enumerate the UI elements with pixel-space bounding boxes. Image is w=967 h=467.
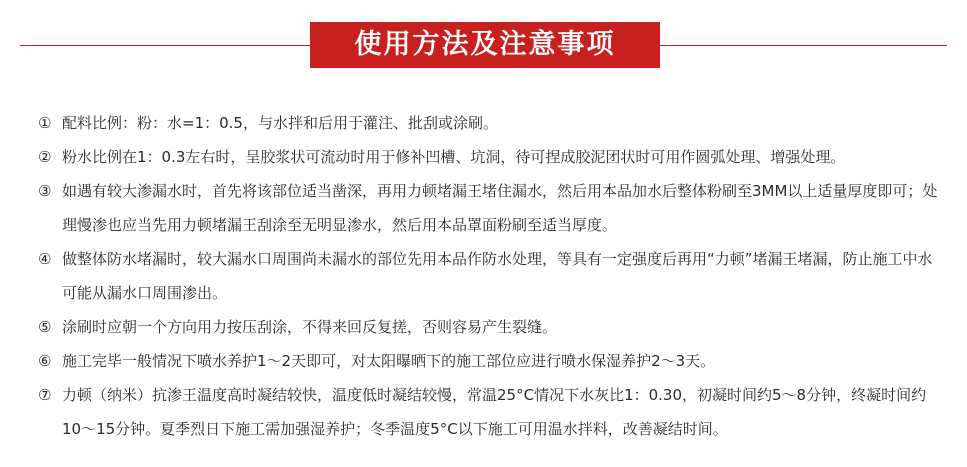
item-text: 施工完毕一般情况下喷水养护1～2天即可，对太阳曝晒下的施工部位应进行喷水保湿养护2～3天。 [62,352,716,370]
item-text: 粉水比例在1：0.3左右时，呈胶浆状可流动时用于修补凹槽、坑洞，待可捏成胶泥团状时可用作圆弧处理、增强处理。 [62,148,846,166]
list-item [38,378,943,446]
item-number: ② [38,148,52,166]
list-item [38,242,943,310]
item-number: ⑦ [38,386,52,404]
section-title: 使用方法及注意事项 [310,22,660,68]
list-item [38,140,943,174]
section-header [0,22,967,68]
list-item [38,310,943,344]
item-text: 配料比例：粉：水=1：0.5，与水拌和后用于灌注、批刮或涂刷。 [62,114,498,132]
instructions-list [38,106,943,446]
item-text: 如遇有较大渗漏水时，首先将该部位适当凿深，再用力顿堵漏王堵住漏水，然后用本品加水后整体粉刷至3MM以上适量厚度即可；处理慢渗也应当先用力顿堵漏王刮涂至无明显渗水，然后用本品罩面粉刷至适当厚度。 [62,182,938,234]
item-number: ⑥ [38,352,52,370]
item-text: 涂刷时应朝一个方向用力按压刮涂，不得来回反复搓，否则容易产生裂缝。 [62,318,558,336]
list-item [38,106,943,140]
item-number: ⑤ [38,318,52,336]
header-divider-right [660,45,947,46]
list-item [38,344,943,378]
item-number: ① [38,114,52,132]
header-divider-left [20,45,310,46]
item-number: ④ [38,250,52,268]
item-number: ③ [38,182,52,200]
item-text: 力顿（纳米）抗渗王温度高时凝结较快，温度低时凝结较慢，常温25°C情况下水灰比1：0.30，初凝时间约5～8分钟，终凝时间约10～15分钟。夏季烈日下施工需加强湿养护；冬季温度5°C以下施工可用温水拌料，改善凝结时间。 [62,386,927,438]
list-item [38,174,943,242]
item-text: 做整体防水堵漏时，较大漏水口周围尚未漏水的部位先用本品作防水处理，等具有一定强度后再用“力顿”堵漏王堵漏，防止施工中水可能从漏水口周围渗出。 [62,250,933,302]
